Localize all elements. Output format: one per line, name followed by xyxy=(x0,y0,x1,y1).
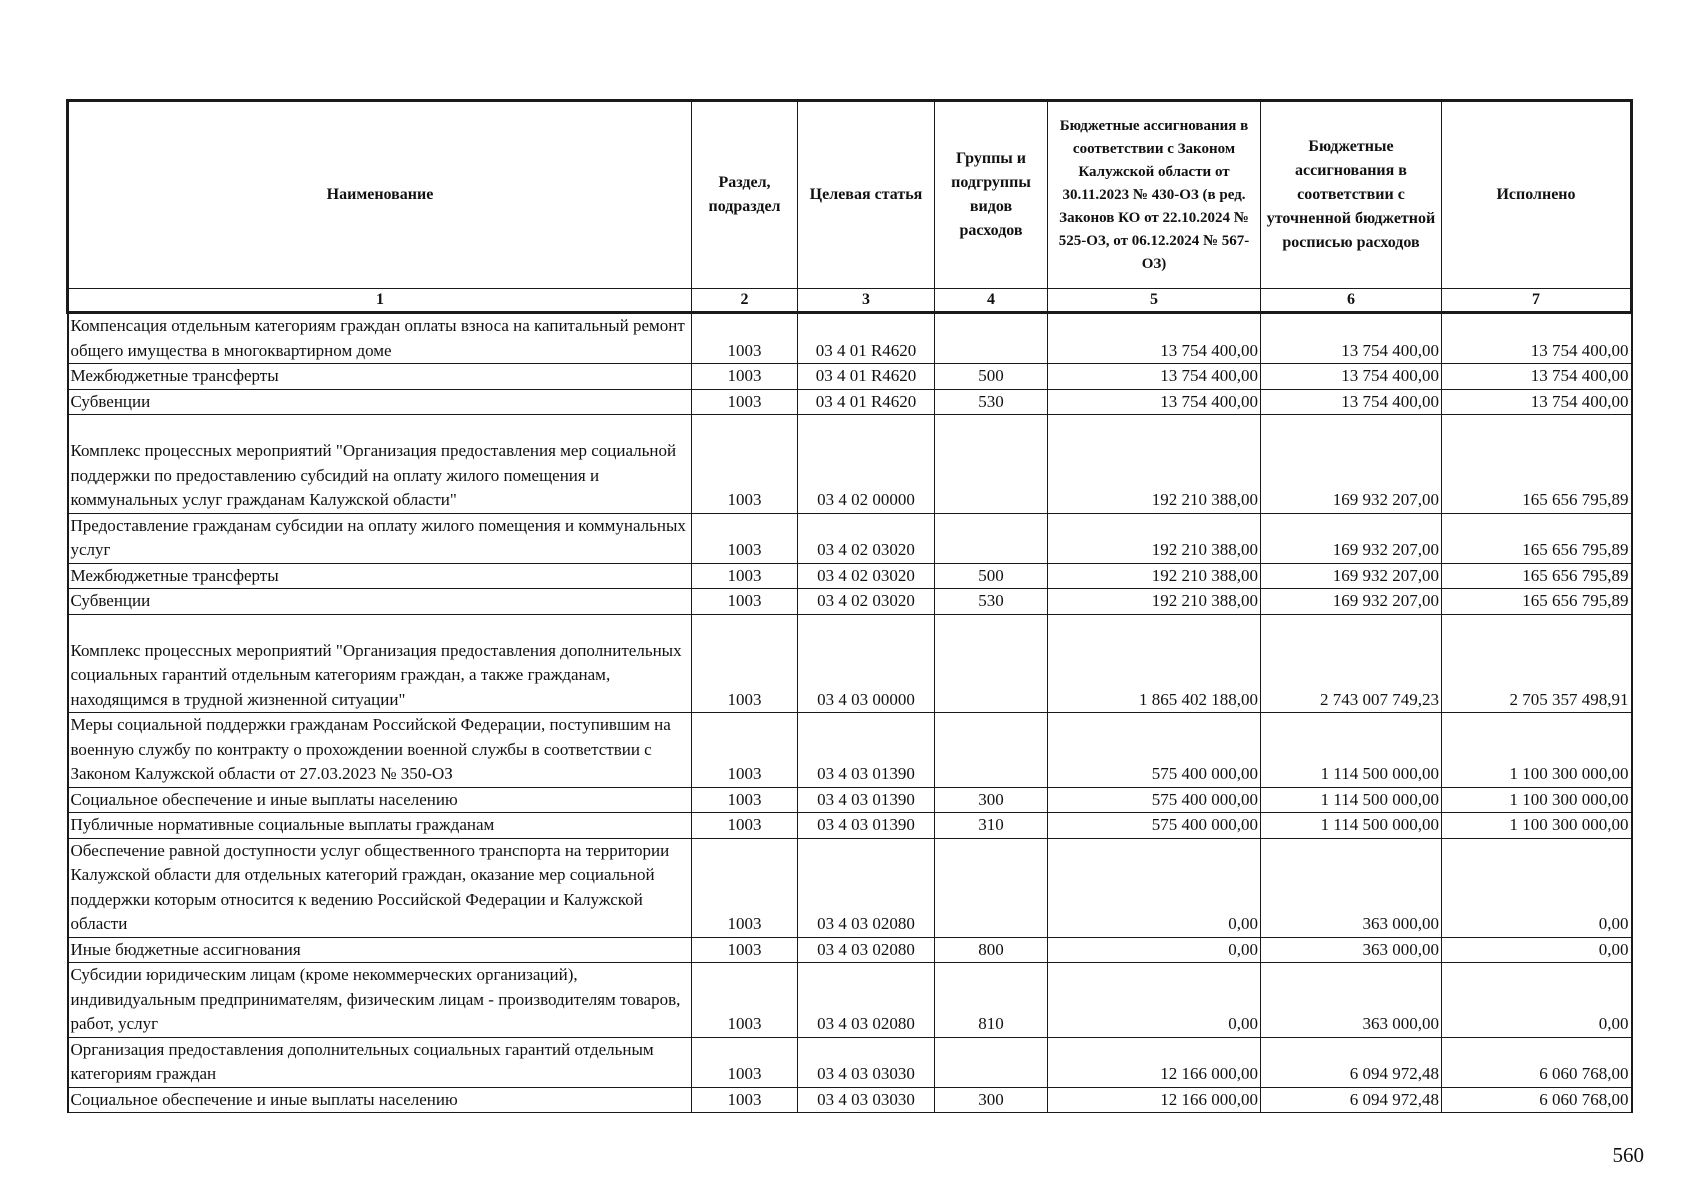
row-section: 1003 xyxy=(692,614,798,713)
table-row xyxy=(68,937,1632,963)
row-planned-amount: 363 000,00 xyxy=(1261,838,1442,937)
row-law-amount: 12 166 000,00 xyxy=(1048,1037,1261,1087)
row-name: Иные бюджетные ассигнования xyxy=(68,937,692,963)
row-group: 300 xyxy=(935,1087,1048,1113)
row-law-amount: 1 865 402 188,00 xyxy=(1048,614,1261,713)
row-article: 03 4 02 03020 xyxy=(798,563,935,589)
row-law-amount: 575 400 000,00 xyxy=(1048,813,1261,839)
row-name: Меры социальной поддержки гражданам Российской Федерации, поступившим на военную службу по контракту о прохождении военной службы в соответствии с Законом Калужской области от 27.03.2023 № 350-ОЗ xyxy=(68,713,692,788)
column-number: 6 xyxy=(1261,289,1442,313)
row-group xyxy=(935,415,1048,514)
row-section: 1003 xyxy=(692,313,798,364)
row-group: 530 xyxy=(935,389,1048,415)
row-article: 03 4 03 01390 xyxy=(798,813,935,839)
row-executed-amount: 2 705 357 498,91 xyxy=(1442,614,1632,713)
row-group: 500 xyxy=(935,364,1048,390)
row-law-amount: 192 210 388,00 xyxy=(1048,415,1261,514)
row-article: 03 4 03 02080 xyxy=(798,838,935,937)
row-section: 1003 xyxy=(692,787,798,813)
row-article: 03 4 02 00000 xyxy=(798,415,935,514)
budget-execution-table xyxy=(66,99,1633,1113)
row-executed-amount: 165 656 795,89 xyxy=(1442,563,1632,589)
row-planned-amount: 363 000,00 xyxy=(1261,937,1442,963)
row-article: 03 4 01 R4620 xyxy=(798,313,935,364)
table-row xyxy=(68,713,1632,788)
row-executed-amount: 0,00 xyxy=(1442,963,1632,1038)
row-name: Межбюджетные трансферты xyxy=(68,563,692,589)
row-executed-amount: 165 656 795,89 xyxy=(1442,589,1632,615)
row-article: 03 4 03 03030 xyxy=(798,1087,935,1113)
table-row xyxy=(68,1087,1632,1113)
row-planned-amount: 13 754 400,00 xyxy=(1261,389,1442,415)
row-planned-amount: 6 094 972,48 xyxy=(1261,1087,1442,1113)
row-name: Социальное обеспечение и иные выплаты населению xyxy=(68,787,692,813)
row-article: 03 4 02 03020 xyxy=(798,589,935,615)
row-planned-amount: 13 754 400,00 xyxy=(1261,364,1442,390)
column-number-row xyxy=(68,289,1632,313)
row-law-amount: 0,00 xyxy=(1048,838,1261,937)
row-name: Межбюджетные трансферты xyxy=(68,364,692,390)
row-name: Комплекс процессных мероприятий "Организация предоставления мер социальной поддержки по предоставлению субсидий на оплату жилого помещения и коммунальных услуг гражданам Калужской области" xyxy=(68,415,692,514)
row-section: 1003 xyxy=(692,389,798,415)
row-section: 1003 xyxy=(692,1087,798,1113)
row-law-amount: 12 166 000,00 xyxy=(1048,1087,1261,1113)
row-group: 310 xyxy=(935,813,1048,839)
row-group xyxy=(935,614,1048,713)
table-row xyxy=(68,313,1632,364)
row-group xyxy=(935,1037,1048,1087)
row-planned-amount: 1 114 500 000,00 xyxy=(1261,787,1442,813)
row-section: 1003 xyxy=(692,937,798,963)
row-article: 03 4 03 02080 xyxy=(798,963,935,1038)
column-number: 1 xyxy=(68,289,692,313)
row-law-amount: 192 210 388,00 xyxy=(1048,589,1261,615)
table-header-row xyxy=(68,101,1632,289)
row-group xyxy=(935,313,1048,364)
row-group xyxy=(935,838,1048,937)
row-planned-amount: 363 000,00 xyxy=(1261,963,1442,1038)
table-row xyxy=(68,389,1632,415)
row-section: 1003 xyxy=(692,1037,798,1087)
row-executed-amount: 1 100 300 000,00 xyxy=(1442,813,1632,839)
table-row xyxy=(68,563,1632,589)
header-law-allocations: Бюджетные ассигнования в соответствии с Законом Калужской области от 30.11.2023 № 430-ОЗ (в ред. Законов КО от 22.10.2024 № 525-ОЗ, от 06.12.2024 № 567-ОЗ) xyxy=(1048,101,1261,289)
row-group: 530 xyxy=(935,589,1048,615)
header-executed: Исполнено xyxy=(1442,101,1632,289)
header-target-article: Целевая статья xyxy=(798,101,935,289)
page-number: 560 xyxy=(1612,1143,1644,1167)
column-number: 4 xyxy=(935,289,1048,313)
row-executed-amount: 0,00 xyxy=(1442,838,1632,937)
row-section: 1003 xyxy=(692,589,798,615)
row-planned-amount: 169 932 207,00 xyxy=(1261,589,1442,615)
table-row xyxy=(68,813,1632,839)
row-law-amount: 192 210 388,00 xyxy=(1048,563,1261,589)
row-name: Обеспечение равной доступности услуг общественного транспорта на территории Калужской области для отдельных категорий граждан, оказание мер социальной поддержки которым относится к ведению Российской Федерации и Калужской области xyxy=(68,838,692,937)
column-number: 3 xyxy=(798,289,935,313)
header-section: Раздел, подраздел xyxy=(692,101,798,289)
row-section: 1003 xyxy=(692,838,798,937)
header-planned-allocations: Бюджетные ассигнования в соответствии с уточненной бюджетной росписью расходов xyxy=(1261,101,1442,289)
row-executed-amount: 13 754 400,00 xyxy=(1442,313,1632,364)
row-law-amount: 0,00 xyxy=(1048,937,1261,963)
row-law-amount: 13 754 400,00 xyxy=(1048,364,1261,390)
row-section: 1003 xyxy=(692,963,798,1038)
row-planned-amount: 169 932 207,00 xyxy=(1261,415,1442,514)
row-article: 03 4 03 00000 xyxy=(798,614,935,713)
row-law-amount: 575 400 000,00 xyxy=(1048,787,1261,813)
row-name: Комплекс процессных мероприятий "Организация предоставления дополнительных социальных гарантий отдельным категориям граждан, а также гражданам, находящимся в трудной жизненной ситуации" xyxy=(68,614,692,713)
row-name: Публичные нормативные социальные выплаты гражданам xyxy=(68,813,692,839)
row-planned-amount: 1 114 500 000,00 xyxy=(1261,713,1442,788)
row-article: 03 4 01 R4620 xyxy=(798,389,935,415)
table-row xyxy=(68,513,1632,563)
row-name: Организация предоставления дополнительных социальных гарантий отдельным категориям граждан xyxy=(68,1037,692,1087)
row-article: 03 4 03 02080 xyxy=(798,937,935,963)
row-planned-amount: 169 932 207,00 xyxy=(1261,563,1442,589)
row-section: 1003 xyxy=(692,364,798,390)
row-planned-amount: 6 094 972,48 xyxy=(1261,1037,1442,1087)
column-number: 5 xyxy=(1048,289,1261,313)
row-section: 1003 xyxy=(692,813,798,839)
header-name: Наименование xyxy=(68,101,692,289)
row-planned-amount: 1 114 500 000,00 xyxy=(1261,813,1442,839)
table-row xyxy=(68,838,1632,937)
table-row xyxy=(68,415,1632,514)
table-row xyxy=(68,1037,1632,1087)
row-executed-amount: 13 754 400,00 xyxy=(1442,364,1632,390)
table-row xyxy=(68,364,1632,390)
table-row xyxy=(68,787,1632,813)
row-executed-amount: 1 100 300 000,00 xyxy=(1442,787,1632,813)
table-row xyxy=(68,963,1632,1038)
row-article: 03 4 03 03030 xyxy=(798,1037,935,1087)
row-executed-amount: 0,00 xyxy=(1442,937,1632,963)
row-executed-amount: 1 100 300 000,00 xyxy=(1442,713,1632,788)
row-name: Социальное обеспечение и иные выплаты населению xyxy=(68,1087,692,1113)
row-section: 1003 xyxy=(692,513,798,563)
table-row xyxy=(68,614,1632,713)
row-article: 03 4 03 01390 xyxy=(798,713,935,788)
row-name: Субвенции xyxy=(68,589,692,615)
row-planned-amount: 169 932 207,00 xyxy=(1261,513,1442,563)
row-executed-amount: 165 656 795,89 xyxy=(1442,513,1632,563)
row-executed-amount: 6 060 768,00 xyxy=(1442,1087,1632,1113)
row-article: 03 4 03 01390 xyxy=(798,787,935,813)
row-article: 03 4 02 03020 xyxy=(798,513,935,563)
row-name: Предоставление гражданам субсидии на оплату жилого помещения и коммунальных услуг xyxy=(68,513,692,563)
row-executed-amount: 13 754 400,00 xyxy=(1442,389,1632,415)
column-number: 2 xyxy=(692,289,798,313)
column-number: 7 xyxy=(1442,289,1632,313)
row-law-amount: 192 210 388,00 xyxy=(1048,513,1261,563)
table-row xyxy=(68,589,1632,615)
row-section: 1003 xyxy=(692,563,798,589)
row-law-amount: 13 754 400,00 xyxy=(1048,313,1261,364)
row-name: Субвенции xyxy=(68,389,692,415)
row-planned-amount: 13 754 400,00 xyxy=(1261,313,1442,364)
row-name: Субсидии юридическим лицам (кроме некоммерческих организаций), индивидуальным предпринимателям, физическим лицам - производителям товаров, работ, услуг xyxy=(68,963,692,1038)
row-article: 03 4 01 R4620 xyxy=(798,364,935,390)
row-planned-amount: 2 743 007 749,23 xyxy=(1261,614,1442,713)
row-executed-amount: 6 060 768,00 xyxy=(1442,1037,1632,1087)
row-group: 800 xyxy=(935,937,1048,963)
row-law-amount: 13 754 400,00 xyxy=(1048,389,1261,415)
row-group xyxy=(935,513,1048,563)
row-group: 810 xyxy=(935,963,1048,1038)
row-law-amount: 575 400 000,00 xyxy=(1048,713,1261,788)
row-section: 1003 xyxy=(692,713,798,788)
row-section: 1003 xyxy=(692,415,798,514)
row-group xyxy=(935,713,1048,788)
row-group: 500 xyxy=(935,563,1048,589)
row-name: Компенсация отдельным категориям граждан оплаты взноса на капитальный ремонт общего имущества в многоквартирном доме xyxy=(68,313,692,364)
row-executed-amount: 165 656 795,89 xyxy=(1442,415,1632,514)
row-law-amount: 0,00 xyxy=(1048,963,1261,1038)
row-group: 300 xyxy=(935,787,1048,813)
header-expense-group: Группы и подгруппы видов расходов xyxy=(935,101,1048,289)
